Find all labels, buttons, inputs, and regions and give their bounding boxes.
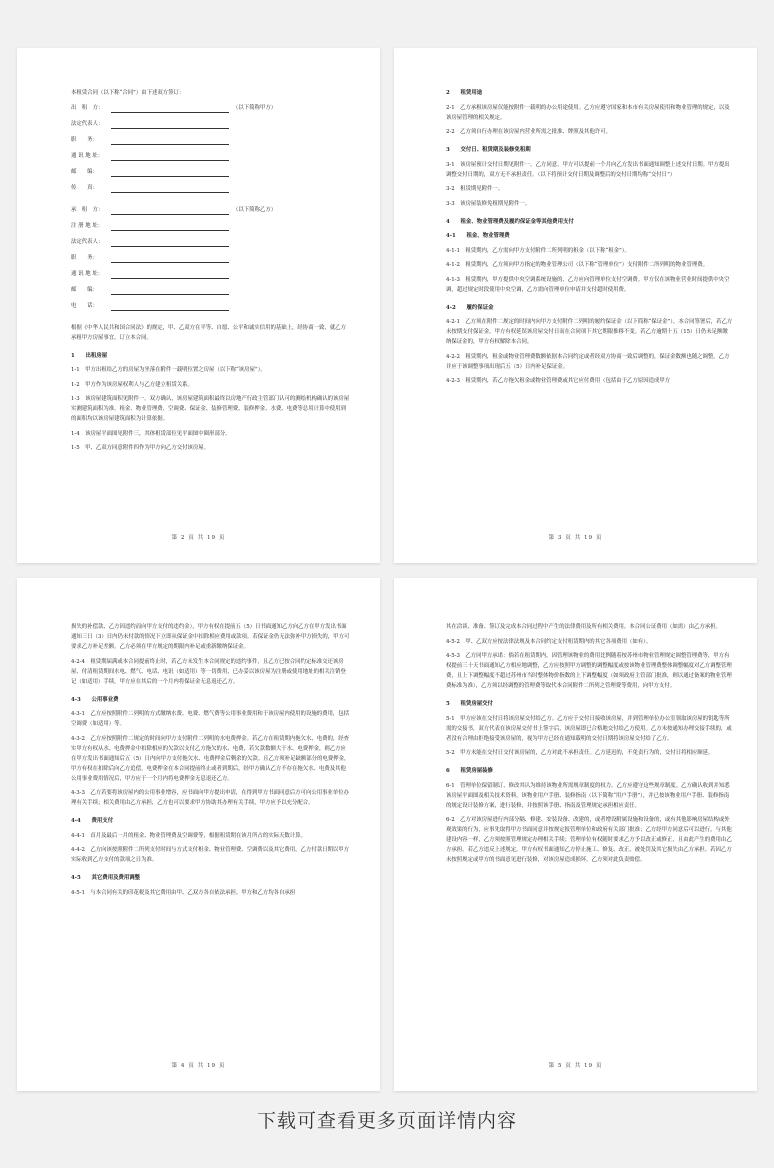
section-4-4-title: 4-4 费用支付 [71,818,114,824]
clause: 1-2 甲方作为该房屋权利人与乙方建立租赁关系。 [71,381,193,388]
clause: 3-2 租赁期见附件一。 [446,186,504,192]
blank-fill-line [111,238,229,247]
clause: 4-1-1 租赁期内，乙方需向甲方支付附件二所列明的租金（以下称“租金”）。 [446,247,630,254]
paragraph: 损失的补偿款、乙方因违约而向甲方支付的违约金），甲方有权在提前五（5）日书面通知乙方向乙方在甲方发出书面通知三日（3）日内仍未付款的情况下立即从保证金中扣除相应费用或款项。若保证金仍无法弥补甲方损失的，甲方可要求乙方补足差额。乙方必须在甲方规定的期限内补足或重新缴纳保证金。 [71,624,350,650]
form-field-row [71,253,350,263]
clause: 3-1 该房屋预计交付日期见附件一。乙方同意，甲方可以提前一个月向乙方发出书面通知调整上述交付日期。甲方提出调整交付日期的，双方无不承担责任。（以下将预计交付日期及调整后的交付日期均称“交付日”） [446,161,730,178]
clause: 3-3 该房屋装修免租期见附件一。 [446,200,531,207]
clause: 6-2 乙方对该房屋进行内部分隔、修建、安装设备、改建的，或者增设附属设施和设备的，或有其他影响房屋结构或外观效果的行为，应事先取得甲方书面同意并按规定报管理单位和政府有关部门批准；乙方经甲方同意后可以进行，与其他建设内容一样，乙方须按照管理规定办理相关手续；管理单位有权随时要求乙方予以改正或修正，且由此产生的费用由乙方承担。若乙方违反上述规定，甲方有权书面通知乙方停止施工、修复、改正，被处罚及其它损失由乙方承担。若因乙方未按照规定或甲方的书面意见进行装修，对该房屋造成损坏，乙方须对此负责赔偿。 [446,817,732,863]
field-label: 电 话： [71,302,98,309]
page-content [446,88,733,391]
preamble-text: 根据《中华人民共和国合同法》的规定，甲、乙双方在平等、自愿、公平和诚实信用的基础上，经协商一致，就乙方承租甲方房屋事宜，订立本合同。 [71,324,346,341]
page-number: 第 2 页 共 19 页 [171,535,226,541]
section-4-5-title: 4-5 其它费用及费用调整 [71,875,141,881]
section-6-title: 6 租赁房屋装修 [446,768,493,774]
field-label: 职 务： [71,254,98,261]
clause: 4-5-2 甲、乙双方应按法律法规及本合同约定支付租赁期内的其它各项费用（如有）。 [446,638,652,645]
clause: 1-1 甲方出租给乙方的房屋为坐落在附件一载明位置之房屋（以下称“该房屋”）。 [71,367,266,373]
field-label: 职 务： [71,136,98,143]
page-content [446,622,733,870]
clause: 4-5-3 乙方同甲方承诺：倘若在租赁期内，因管理该物业的费用比例随着按苏州市物业管理规定调整管理费等，甲方有权提前三十天书面通知乙方相应地调整，乙方应按照甲方调整的调整幅度或按该物业管理费整体调整幅度对乙方调整管理费，且上下调整幅度不超过苏州市当时整体物价指数的上下调整幅度（如须政府主管部门批准，则以通过备案的物业管理费标准为准），乙方须以经调整的管理费等取代本合同附件二所列之管理费等费用，向甲方支付。 [446,653,732,689]
section-5-title: 5 租赁房屋交付 [446,701,493,707]
clause: 6-1 管理单位保留制订、修改其认为维持该物业所需规章制度的权力。乙方应遵守这些规章制度。乙方确认收到并知悉该房屋平面图及相关技术资料，该物业用户手册、装修指南（以下简称“用户手册”），并已按该物业用户手册、装修指南的规定设计装修方案，进行装修，并按照该手册、指南及管理规定承担相应责任。 [446,782,730,809]
page-content [71,622,350,902]
section-4-2-title: 4-2 履约保证金 [446,304,494,311]
form-field-row [71,285,350,295]
clause: 4-4-2 乙方向该按照附件二所列支付时间与方式支付租金、物业管理费、空调费以及其它费用，乙方付款日期以甲方实际收到乙方支付的款项之日为准。 [71,847,350,863]
clause: 2-2 乙方须自行办理在该房屋内营业所需之批准、牌照及其他许可。 [446,129,612,135]
field-label: 邮 编： [71,286,98,293]
section-4-1-title: 4-1 租金、物业管理费 [446,233,510,239]
clause: 4-4-1 首月及最后一月的租金、物业管理费及空调费等，根据租赁期在该月所占的实际天数计算。 [71,832,306,839]
page-content [71,88,350,458]
form-field-row [71,269,350,279]
document-page-4 [17,578,380,1091]
lessor-fields [71,103,350,193]
blank-fill-line [111,270,229,279]
clause: 4-5-1 与本合同有关的印花税及其它费用由甲、乙双方各自依法承担。甲方和乙方均各自承担 [71,889,296,896]
document-page-3 [394,48,757,563]
form-field-row [71,167,350,177]
blank-fill-line [111,168,229,177]
document-page-2 [17,48,380,563]
form-field-row [71,183,350,193]
blank-fill-line [111,136,229,145]
field-label: 出 租 方： [71,104,104,111]
clause: 4-2-3 租赁期内，若乙方拖欠租金或物业管理费或其它应付费用（包括由于乙方原因造成甲方 [446,378,671,384]
clause: 4-1-2 租赁期内，乙方须向甲方指定的物业管理公司（以下称“管理单位”）支付附件二所列明的物业管理费。 [446,262,709,268]
page-number: 第 5 页 共 19 页 [548,1063,603,1069]
form-field-row [71,221,350,231]
blank-fill-line [111,302,229,311]
clause: 4-3-2 乙方应按照附件二规定的时间向甲方支付附件二列明的水电费押金。若乙方在租赁期内拖欠水、电费的，经查实甲方有权从水、电费押金中扣除相应的欠款以支付乙方拖欠的水、电费，若欠款数额大于水、电费押金，则乙方应在甲方发出书面通知后五（5）日内向甲方支付拖欠水、电费押金后剩余的欠款。且乙方须补足缺额部分的电费押金，甲方有权在扣除后向乙方追偿。电费押金在本合同提前终止或者到期后，经甲方确认乙方不存在拖欠水、电费及其他公用事业费用情况后，甲方应于一个月内将电费押金无息退还乙方。 [71,735,350,782]
blank-fill-line [111,254,229,263]
section-2-title: 2 租赁用途 [446,90,483,96]
form-field-row [71,135,350,145]
paragraph: 其在洽谈、准备、签订及完成本合同过程中产生的法律费用及所有相关费用。本合同公证费用（如需）由乙方承担。 [446,624,721,630]
document-page-5 [394,578,757,1091]
section-1-title: 1 出租房屋 [71,352,108,359]
section-4-title: 4 租金、物业管理费及履约保证金等其他费用支付 [446,218,574,225]
lessee-fields [71,205,350,311]
clause: 1-4 该房屋平面图见附件三，其体租赁部位见平面图中圈形部分。 [71,430,231,437]
clause: 5-1 甲方应该在交付日将该房屋交付给乙方。乙方应于交付日接收该房屋，并到管理单位办公室领取该房屋的钥匙等所需的交接书，双方代表在该房屋交付书上签字后，该房屋即已合格地交付给乙方使用。乙方未按通知办理交接手续的，或者没有合理由拒绝接受该房屋的，视为甲方已经在通知载明的交付日期将该房屋交付给了乙方。 [446,715,732,742]
clause: 4-3-3 乙方若要将该房屋内的公用事业增容，应书面向甲方提出申请，在得到甲方书面同意后方可向公用事业单位办理有关手续；相关费用由乙方承担，乙方也可以要求甲方协助其办理有关手续，甲方应予以充分配合。 [71,790,350,806]
clause: 4-2-1 乙方须在附件二规定的时间内向甲方支付附件二列明的履约保证金（以下简称“保证金”），本合同签署后，若乙方未按期支付保证金，甲方有权延误该房屋交付日而在合同项下其它期限推移不变。若乙方逾期十五（15）日仍未足额缴纳保证金的，甲方有权解除本合同。 [446,319,733,345]
clause: 1-3 该房屋建筑面积见附件一。双方确认，该房屋建筑面积最终以房地产行政主管部门认可的测绘机构确认的该房屋实测建筑面积为准。租金、物业管理费、空调费、保证金、装修管理费、装修押金、水费、电费等总用计算中使用到的面积均以该房屋建筑面积为计算依据。 [71,396,350,422]
field-label: 邮 编： [71,168,98,175]
field-label: 传 真： [71,184,98,191]
blank-fill-line [111,152,229,161]
blank-fill-line [111,286,229,295]
clause: 2-1 乙方承租该房屋仅能按附件一载明的办公用途使用。乙方应遵守国家和本市有关房屋使用和物业管理的规定，以及该房屋管理的相关规定。 [446,104,730,121]
blank-fill-line [111,104,229,113]
field-label: 法定代表人： [71,238,104,245]
blank-fill-line [111,120,229,129]
field-label: 注 册 地 址： [71,222,104,229]
field-label: 法定代表人： [71,120,104,127]
section-4-3-title: 4-3 公用事业费 [71,696,119,703]
section-3-title: 3 交付日、租赁期及装修免租期 [446,147,531,153]
clause: 4-2-4 租赁期届满或本合同提前终止时，若乙方未发生本合同规定的违约事件，且乙方已按合同约定标准交还该房屋、付清租赁期间水电、燃气、电话、电讯（如适用）等一切费用，已办妥以该房屋为注册或使用地址的相关注销登记（如适用）手续，甲方应在其后的一个月内将保证金无息返还乙方。 [71,658,346,685]
form-field-row [71,205,350,215]
field-label: 通 讯 地 址： [71,152,104,159]
clause: 4-2-2 租赁期内，租金或物业管理费数额依据本合同约定或者经双方协商一致后调整的，保证金数额也随之调整，乙方并应于该调整事项出现后五（5）日内补足保证金。 [446,353,730,370]
field-suffix: （以下简称乙方） [233,206,277,213]
blank-fill-line [111,206,229,215]
download-more-prompt[interactable]: 下载可查看更多页面详情内容 [256,1110,517,1132]
field-label: 承 租 方： [71,206,104,213]
field-suffix: （以下简称甲方） [233,104,277,111]
form-field-row [71,103,350,113]
form-field-row [71,119,350,129]
form-field-row [71,151,350,161]
clause: 5-2 甲方未能在交付日交付该房屋的，乙方对此不承担责任。乙方延迟的，不免责行为的，交付日将相应顺延。 [446,750,714,756]
blank-fill-line [111,222,229,231]
intro-text: 本租赁合同（以下称“合同”）由下述双方签订： [71,90,185,96]
clause: 1-5 甲、乙双方同意附件四作为甲方向乙方交付该房屋。 [71,445,210,451]
form-field-row [71,301,350,311]
page-number: 第 4 页 共 19 页 [171,1063,226,1069]
clause: 4-1-3 租赁期内，甲方提供中央空调系统设施的，乙方应向管理单位支付空调费。甲方仅在该物业营业时间提供中央空调，超过规定时段使用中央空调，乙方需向管理单位申请并支付超时使用费。 [446,276,730,293]
page-number: 第 3 页 共 19 页 [548,535,603,541]
clause: 4-3-1 乙方应按照附件二列明的方式缴纳水费、电费、燃气费等公用事业费用和于该房屋内使用的设施的费用，包括空调费（如适用）等。 [71,711,350,727]
field-label: 通 讯 地 址： [71,270,104,277]
blank-fill-line [111,184,229,193]
form-field-row [71,237,350,247]
